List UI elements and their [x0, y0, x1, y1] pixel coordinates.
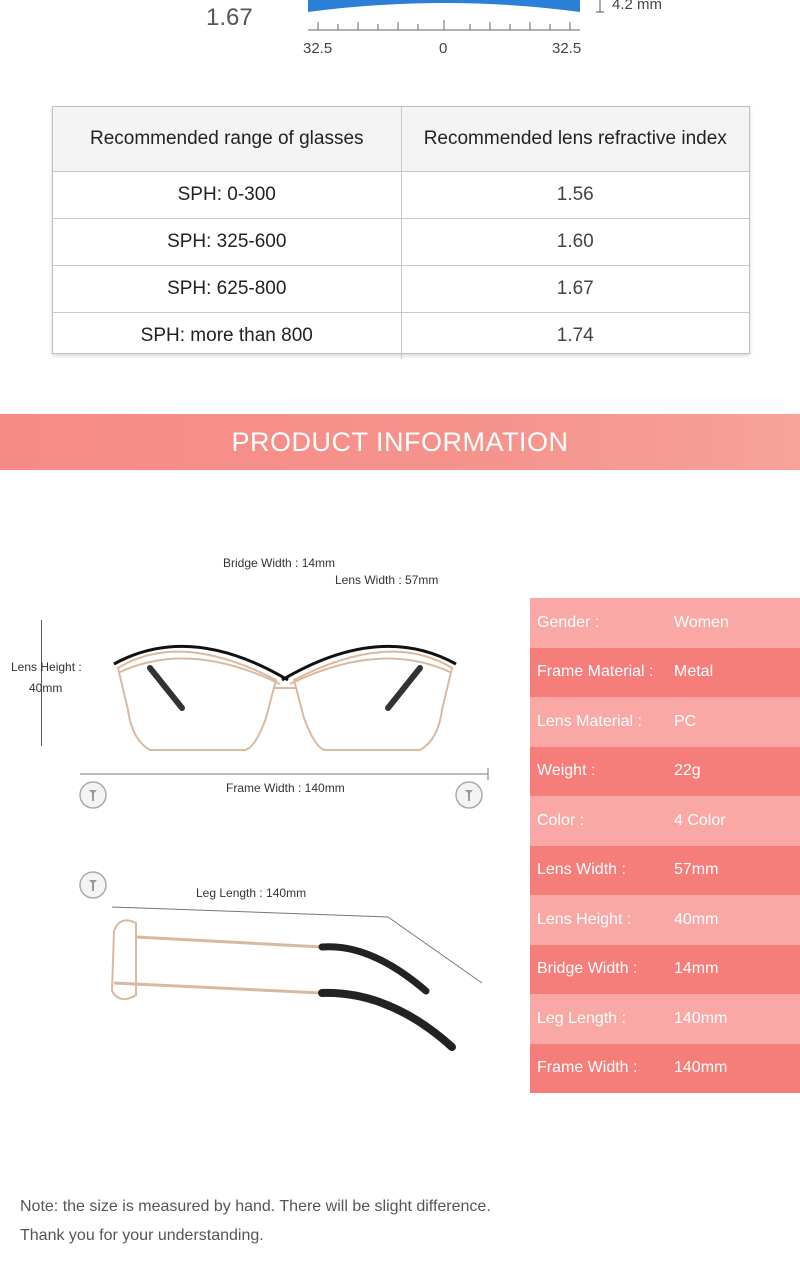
header-index: Recommended lens refractive index	[401, 107, 750, 171]
spec-value: PC	[674, 712, 697, 730]
spec-row	[530, 648, 800, 698]
spec-key: Weight :	[537, 762, 596, 780]
frame-width-label: Frame Width : 140mm	[226, 781, 345, 795]
spec-key: Lens Width :	[537, 861, 626, 879]
range-cell: SPH: 0-300	[177, 184, 276, 205]
spec-row	[530, 598, 800, 648]
header-range: Recommended range of glasses	[89, 128, 364, 149]
spec-value: 140mm	[674, 1059, 728, 1077]
spec-key: Leg Length :	[537, 1009, 626, 1027]
index-cell: 1.56	[401, 172, 750, 218]
leg-length-label: Leg Length : 140mm	[196, 886, 307, 900]
spec-key: Lens Material :	[537, 712, 642, 730]
glasses-side-image	[100, 895, 500, 1065]
range-cell: SPH: more than 800	[140, 325, 313, 346]
range-cell: SPH: 625-800	[167, 278, 287, 299]
table-row	[53, 171, 749, 218]
spec-value: 14mm	[674, 960, 719, 978]
spec-row	[530, 796, 800, 846]
scale-right-label: 32.5	[552, 40, 582, 57]
spec-value: Metal	[674, 663, 714, 681]
lens-thickness-diagram	[0, 0, 800, 70]
index-cell: 1.74	[401, 313, 750, 359]
spec-value: 140mm	[674, 1009, 728, 1027]
index-cell: 1.67	[401, 266, 750, 312]
lens-height-label: Lens Height :	[11, 660, 82, 674]
thickness-label: 4.2 mm	[612, 0, 663, 13]
spec-row	[530, 994, 800, 1044]
scale-left-label: 32.5	[303, 40, 333, 57]
screw-icon	[454, 780, 486, 812]
spec-value: Women	[674, 613, 729, 631]
spec-value: 57mm	[674, 861, 719, 879]
lens-recommendation-table	[52, 106, 750, 354]
spec-row	[530, 697, 800, 747]
spec-row	[530, 846, 800, 896]
spec-key: Color :	[537, 811, 585, 829]
banner-title: PRODUCT INFORMATION	[231, 426, 569, 457]
table-row	[53, 265, 749, 312]
spec-key: Frame Width :	[537, 1059, 638, 1077]
table-header-row	[53, 107, 749, 171]
spec-key: Bridge Width :	[537, 960, 638, 978]
table-row	[53, 218, 749, 265]
spec-value: 40mm	[674, 910, 719, 928]
spec-row	[530, 945, 800, 995]
lens-index-label: 1.67	[206, 4, 253, 31]
bridge-width-label: Bridge Width : 14mm	[223, 556, 336, 570]
product-specs-table	[530, 598, 800, 1093]
size-note	[20, 1192, 491, 1250]
thickness-arrow-icon	[594, 0, 606, 14]
range-cell: SPH: 325-600	[167, 231, 287, 252]
spec-row	[530, 1044, 800, 1094]
index-cell: 1.60	[401, 219, 750, 265]
lens-scale-graphic	[300, 0, 590, 40]
spec-value: 4 Color	[674, 811, 726, 829]
spec-key: Frame Material :	[537, 663, 654, 681]
table-row	[53, 312, 749, 359]
spec-value: 22g	[674, 762, 701, 780]
spec-key: Lens Height :	[537, 910, 632, 928]
note-line-2: Thank you for your understanding.	[20, 1227, 264, 1244]
lens-height-value: 40mm	[29, 681, 63, 695]
spec-row	[530, 895, 800, 945]
screw-icon	[78, 780, 110, 812]
spec-key: Gender :	[537, 613, 600, 631]
note-line-1: Note: the size is measured by hand. There will be slight difference.	[20, 1198, 491, 1215]
product-information-banner	[0, 414, 800, 470]
scale-center-label: 0	[439, 40, 448, 57]
spec-row	[530, 747, 800, 797]
lens-width-label: Lens Width : 57mm	[335, 573, 439, 587]
